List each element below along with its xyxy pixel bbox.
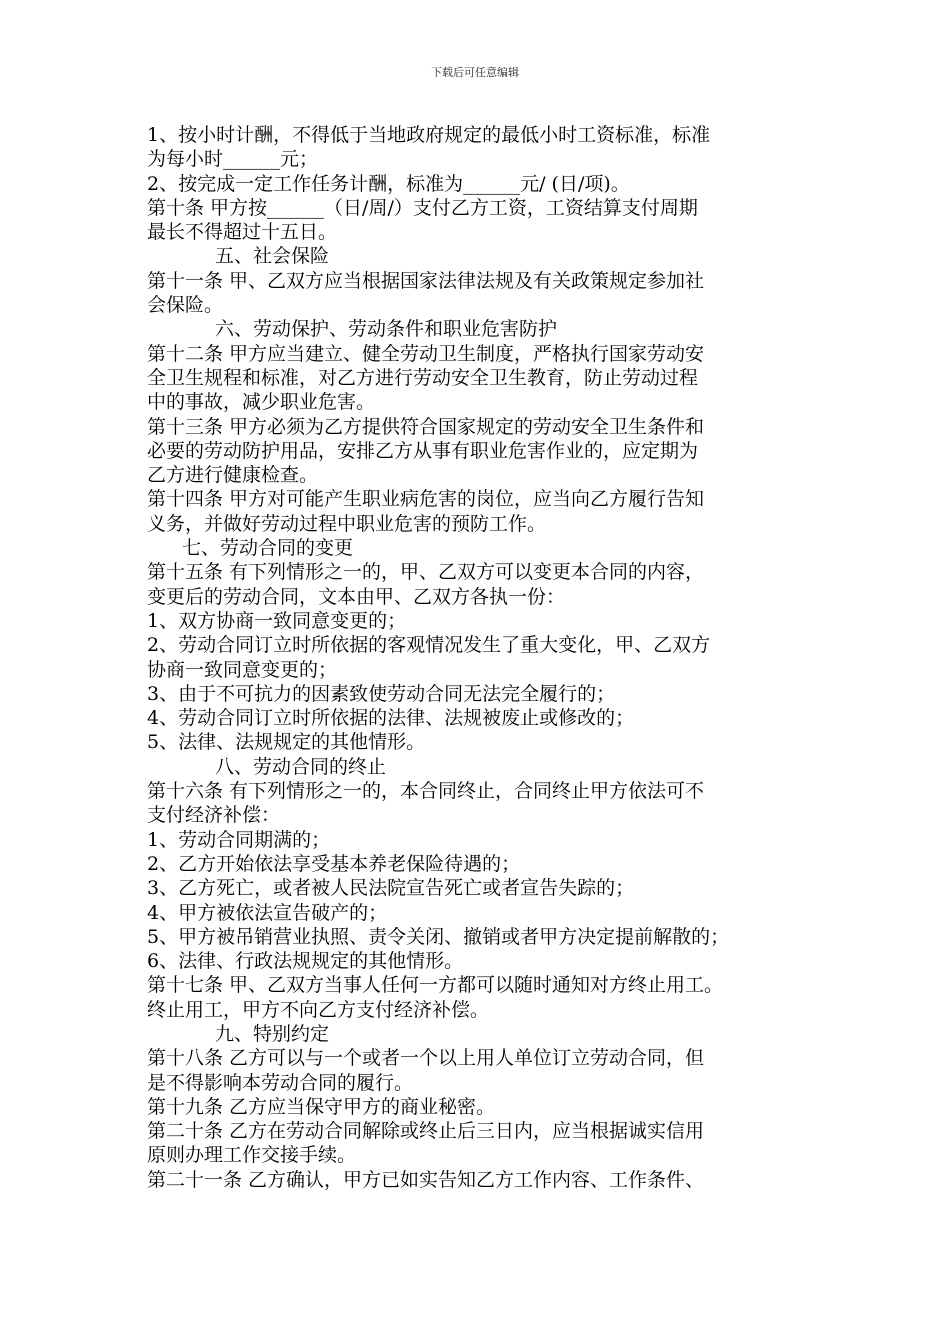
text-line: 为每小时______元； <box>147 148 319 171</box>
text-line: 必要的劳动防护用品，安排乙方从事有职业危害作业的，应定期为 <box>147 439 699 462</box>
text-line: 第十八条 乙方可以与一个或者一个以上用人单位订立劳动合同，但 <box>147 1047 705 1070</box>
text-line: 2、按完成一定工作任务计酬，标准为______元/ (日/项)。 <box>147 172 630 195</box>
text-line: 1、劳动合同期满的； <box>147 828 331 851</box>
text-line: 乙方进行健康检查。 <box>147 464 319 487</box>
document-body <box>147 123 837 1192</box>
text-line: 终止用工，甲方不向乙方支付经济补偿。 <box>147 998 490 1021</box>
text-line: 最长不得超过十五日。 <box>147 221 338 244</box>
text-line: 第十五条 有下列情形之一的，甲、乙双方可以变更本合同的内容， <box>147 561 705 584</box>
text-line: 2、乙方开始依法享受基本养老保险待遇的； <box>147 852 521 875</box>
text-line: 5、法律、法规规定的其他情形。 <box>147 731 426 754</box>
section-heading: 九、特别约定 <box>215 1022 330 1045</box>
text-line: 全卫生规程和标准，对乙方进行劳动安全卫生教育，防止劳动过程 <box>147 366 699 389</box>
text-line: 支付经济补偿： <box>147 804 281 827</box>
text-line: 义务，并做好劳动过程中职业危害的预防工作。 <box>147 512 547 535</box>
text-line: 第二十一条 乙方确认，甲方已如实告知乙方工作内容、工作条件、 <box>147 1168 705 1191</box>
text-line: 原则办理工作交接手续。 <box>147 1144 357 1167</box>
text-line: 第十一条 甲、乙双方应当根据国家法律法规及有关政策规定参加社 <box>147 269 705 292</box>
text-line: 会保险。 <box>147 294 224 317</box>
section-heading: 七、劳动合同的变更 <box>182 537 354 560</box>
section-heading: 六、劳动保护、劳动条件和职业危害防护 <box>215 318 558 341</box>
text-line: 第十条 甲方按______（日/周/）支付乙方工资，工资结算支付周期 <box>147 196 698 219</box>
text-line: 第十七条 甲、乙双方当事人任何一方都可以随时通知对方终止用工。 <box>147 974 724 997</box>
text-line: 6、法律、行政法规规定的其他情形。 <box>147 950 464 973</box>
section-heading: 八、劳动合同的终止 <box>215 755 387 778</box>
text-line: 第十四条 甲方对可能产生职业病危害的岗位，应当向乙方履行告知 <box>147 488 705 511</box>
text-line: 5、甲方被吊销营业执照、责令关闭、撤销或者甲方决定提前解散的； <box>147 925 730 948</box>
text-line: 4、甲方被依法宣告破产的； <box>147 901 388 924</box>
text-line: 1、按小时计酬，不得低于当地政府规定的最低小时工资标准，标准 <box>147 124 711 146</box>
text-line: 3、由于不可抗力的因素致使劳动合同无法完全履行的； <box>147 682 616 705</box>
text-line: 3、乙方死亡，或者被人民法院宣告死亡或者宣告失踪的； <box>147 877 635 900</box>
text-line: 协商一致同意变更的； <box>147 658 338 681</box>
text-line: 1、双方协商一致同意变更的； <box>147 609 407 632</box>
text-line: 第十二条 甲方应当建立、健全劳动卫生制度，严格执行国家劳动安 <box>147 342 705 365</box>
text-line: 4、劳动合同订立时所依据的法律、法规被废止或修改的； <box>147 707 635 730</box>
section-heading: 五、社会保险 <box>215 245 330 268</box>
text-line: 中的事故，减少职业危害。 <box>147 391 376 414</box>
text-line: 2、劳动合同订立时所依据的客观情况发生了重大变化，甲、乙双方 <box>147 634 711 657</box>
text-line: 第十九条 乙方应当保守甲方的商业秘密。 <box>147 1095 496 1118</box>
text-line: 变更后的劳动合同，文本由甲、乙双方各执一份： <box>147 585 566 608</box>
text-line: 第十六条 有下列情形之一的，本合同终止，合同终止甲方依法可不 <box>147 780 705 803</box>
page-header: 下载后可任意编辑 <box>431 66 519 79</box>
text-line: 是不得影响本劳动合同的履行。 <box>147 1071 414 1094</box>
text-line: 第十三条 甲方必须为乙方提供符合国家规定的劳动安全卫生条件和 <box>147 415 705 438</box>
text-line: 第二十条 乙方在劳动合同解除或终止后三日内，应当根据诚实信用 <box>147 1120 705 1143</box>
